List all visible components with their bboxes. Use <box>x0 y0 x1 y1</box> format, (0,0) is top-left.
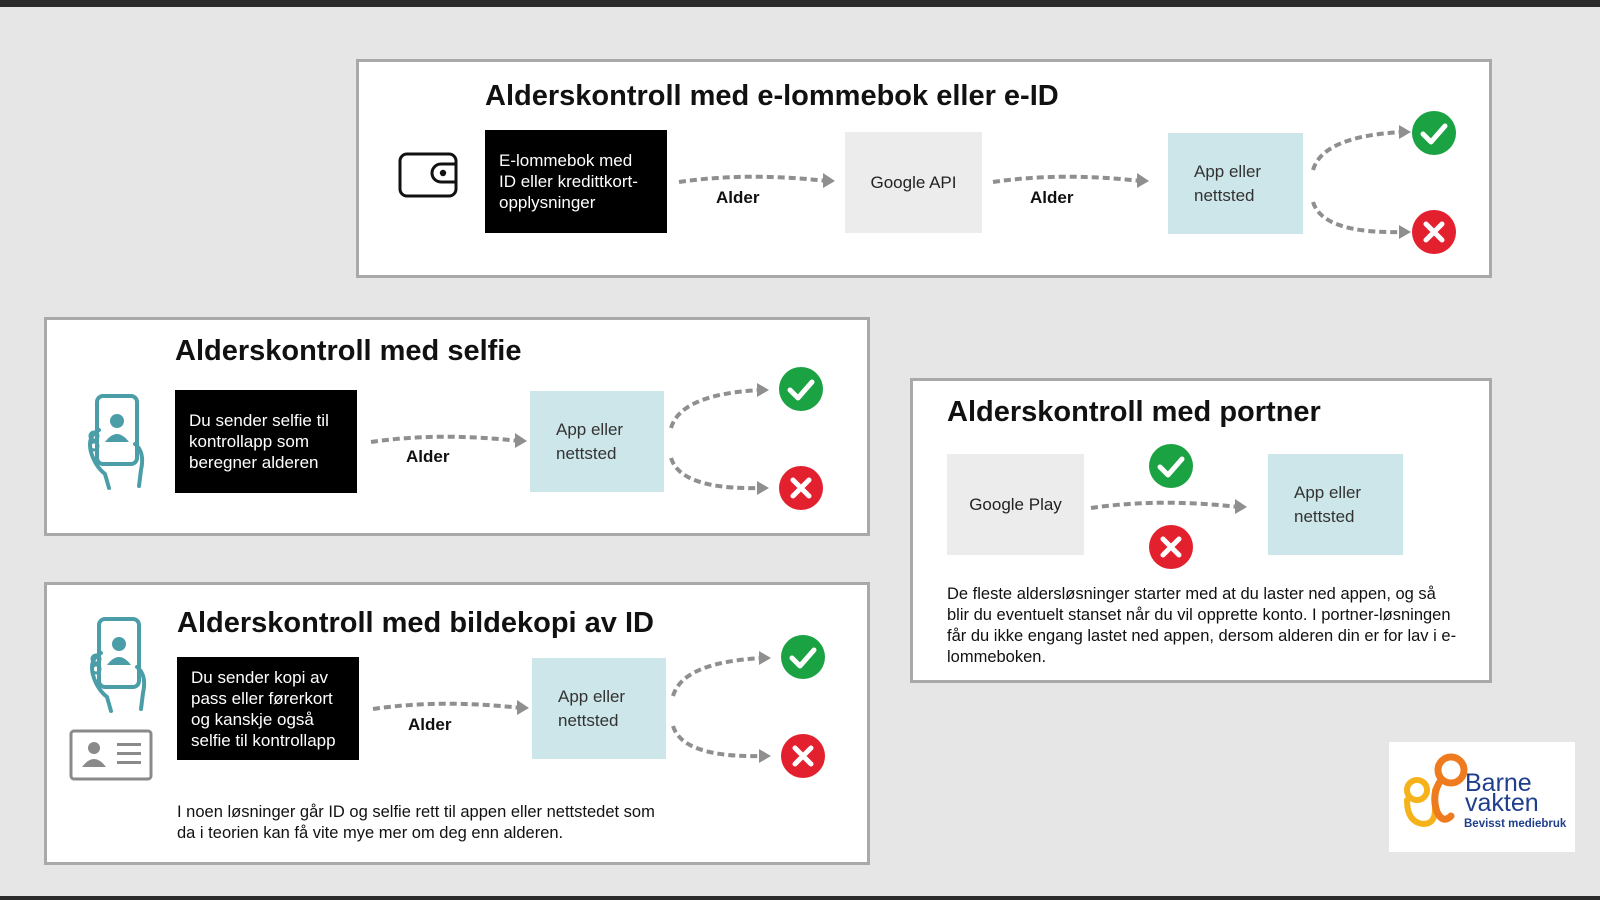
top-border <box>0 0 1600 7</box>
check-icon <box>1149 444 1193 488</box>
app-box: App eller nettsted <box>1268 454 1403 555</box>
cross-icon <box>779 466 823 510</box>
check-icon <box>779 367 823 411</box>
phone-selfie-icon <box>85 394 155 490</box>
logo-tagline: Bevisst mediebruk <box>1464 818 1567 830</box>
branch-arrows <box>669 650 779 770</box>
panel-title: Alderskontroll med selfie <box>175 335 522 367</box>
cross-icon <box>781 734 825 778</box>
google-play-box: Google Play <box>947 454 1084 555</box>
panel-title: Alderskontroll med portner <box>947 396 1321 428</box>
app-box: App eller nettsted <box>530 391 664 492</box>
wallet-icon <box>397 148 461 200</box>
logo-text-2: vakten <box>1465 789 1539 817</box>
wallet-box: E-lommebok med ID eller kredittkort-opplysninger <box>485 130 667 233</box>
barnevakten-logo <box>1389 742 1575 852</box>
portner-note: De fleste aldersløsninger starter med at du laster ned appen, og så blir du eventuelt stanset når du vil opprette konto. I portner-løsningen får du ikke engang lastet ned appen, dersom alderen din er for lav i e-lommeboken. <box>947 585 1457 666</box>
check-icon <box>1412 111 1456 155</box>
check-icon <box>781 635 825 679</box>
google-api-box: Google API <box>845 132 982 233</box>
branch-arrows <box>667 382 777 502</box>
selfie-box: Du sender selfie til kontrollapp som beregner alderen <box>175 390 357 493</box>
arrow-label: Alder <box>408 715 452 734</box>
branch-arrows <box>1309 122 1419 242</box>
arrow-1-label: Alder <box>716 188 760 207</box>
panel-selfie <box>44 317 870 536</box>
logo-text-1: Barne <box>1465 769 1532 797</box>
panel-eid <box>356 59 1492 278</box>
arrow-2-label: Alder <box>1030 188 1074 207</box>
idcopy-note: I noen løsninger går ID og selfie rett til appen eller nettstedet som da i teorien kan få vite mye mer om deg enn alderen. <box>177 803 655 842</box>
cross-icon <box>1412 210 1456 254</box>
cross-icon <box>1149 525 1193 569</box>
bottom-border <box>0 896 1600 900</box>
panel-title: Alderskontroll med bildekopi av ID <box>177 607 654 639</box>
arrow-label: Alder <box>406 447 450 466</box>
panel-idcopy <box>44 582 870 865</box>
arrow <box>1089 490 1247 520</box>
panel-portner <box>910 378 1492 683</box>
id-card-icon <box>69 729 153 781</box>
idcopy-box: Du sender kopi av pass eller førerkort og kanskje også selfie til kontrollapp <box>177 657 359 760</box>
phone-selfie-icon <box>87 617 157 713</box>
app-box: App eller nettsted <box>532 658 666 759</box>
app-box: App eller nettsted <box>1168 133 1303 234</box>
panel-title: Alderskontroll med e-lommebok eller e-ID <box>485 80 1059 112</box>
